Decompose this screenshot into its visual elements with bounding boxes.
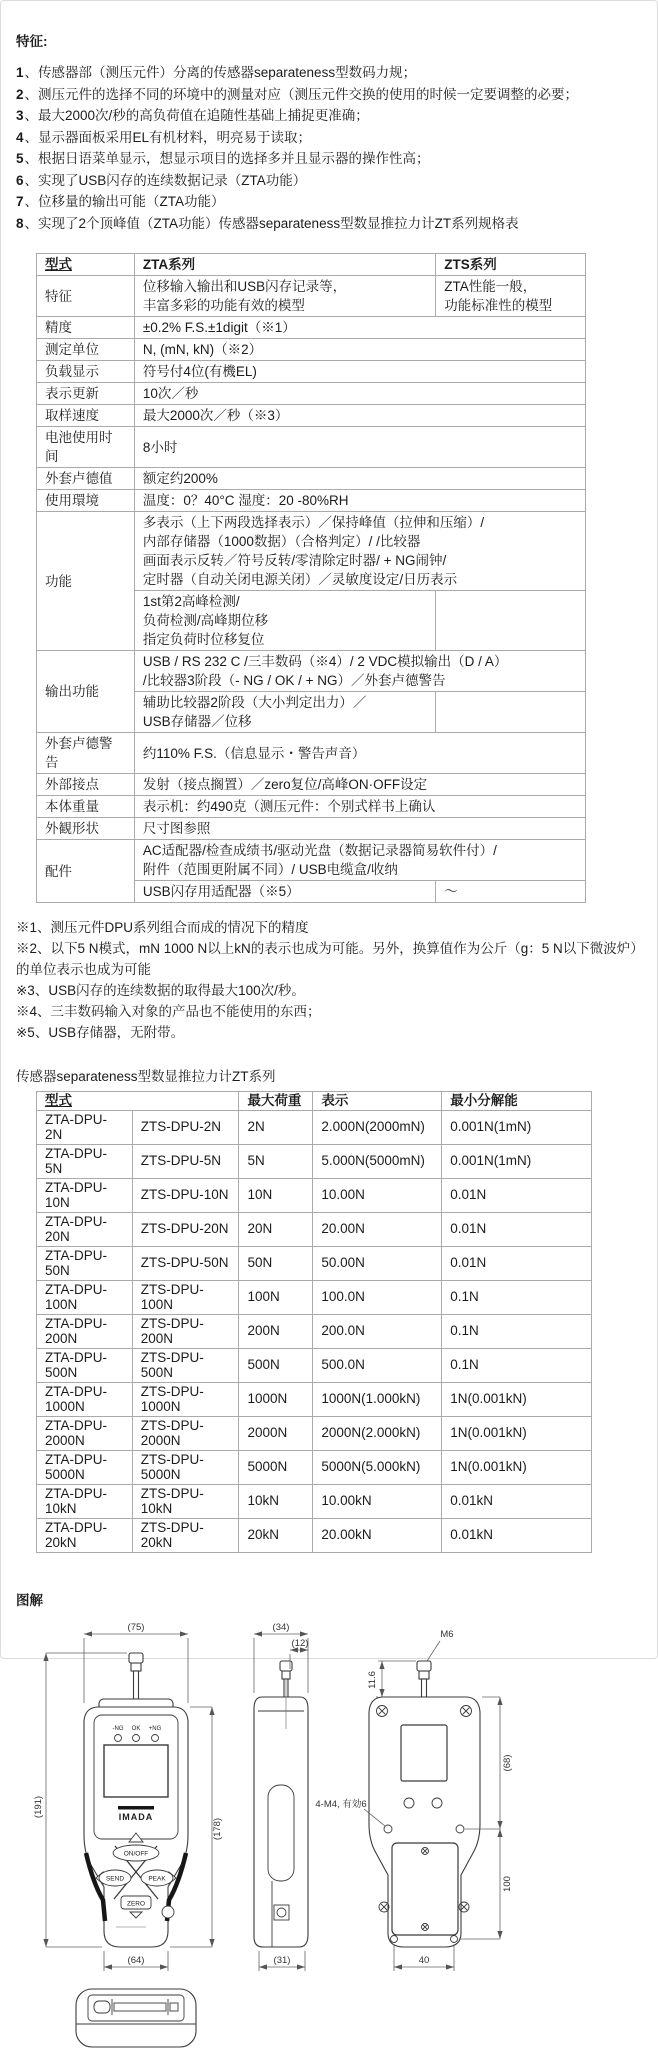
row-label: 外套卢德警告 [37,733,135,774]
features-list [16,62,645,234]
model-cell: ZTS-DPU-2000N [132,1416,239,1450]
row-value: 发射（接点搁置）／zero复位/高峰ON·OFF设定 [134,774,585,796]
model-cell: ZTS-DPU-10kN [132,1484,239,1518]
model-cell: ZTS-DPU-5N [132,1144,239,1178]
shaft-height-dim: 11.6 [367,1670,378,1689]
cell-line: 1st第2高峰检测/ [142,594,240,609]
models-col-display: 表示 [313,1092,442,1111]
model-cell: 1N(0.001kN) [442,1416,592,1450]
led-minus-ng-label: -NG [112,1725,124,1732]
model-cell: ZTS-DPU-200N [132,1314,239,1348]
model-cell: 0.001N(1mN) [442,1110,592,1144]
model-row [37,1484,592,1518]
model-cell: ZTS-DPU-100N [132,1280,239,1314]
output-common-cell [134,651,585,692]
model-row [37,1178,592,1212]
model-cell: 1000N [239,1382,313,1416]
spec-row-sampling [37,405,586,427]
model-cell: ZTA-DPU-10kN [37,1484,133,1518]
zero-button-label: ZERO [126,1900,146,1907]
row-value: 温度：0？40°C 湿度：20 -80%RH [134,490,585,512]
spec-row-accuracy [37,317,586,339]
row-label: 取样速度 [37,405,135,427]
model-row [37,1416,592,1450]
spec-row-shape [37,818,586,840]
row-label: 使用環境 [37,490,135,512]
accessories-common-cell [134,840,585,881]
row-label: 外部接点 [37,774,135,796]
model-cell: ZTS-DPU-10N [132,1178,239,1212]
features-heading: 特征: [16,34,48,49]
front-height-left-dim: (191) [33,1795,44,1818]
model-cell: ZTS-DPU-5000N [132,1450,239,1484]
feature-item: 5、根据日语菜单显示，想显示项目的选择多并且显示器的操作性高； [16,151,430,166]
spec-row-unit [37,339,586,361]
spec-row-environment [37,490,586,512]
dimension-diagram [16,1617,645,2049]
model-cell: ZTA-DPU-20N [37,1212,133,1246]
feature-item: 8、实现了2个顶峰值（ZTA功能）传感器separateness型数显推拉力计ZT系列规格表 [16,215,519,231]
model-cell: ZTA-DPU-500N [37,1348,133,1382]
row-value: 额定约200% [134,468,585,490]
row-value: 尺寸图参照 [134,818,585,840]
models-header-row [37,1092,592,1111]
model-cell: ZTA-DPU-5000N [37,1450,133,1484]
model-cell: 0.1N [442,1348,592,1382]
row-label: 电池使用时间 [37,427,135,468]
model-cell: 100N [239,1280,313,1314]
brand-logo: IMADA [118,1811,154,1822]
notes-list [16,917,645,1043]
model-cell: ZTS-DPU-2N [132,1110,239,1144]
cell-line: 画面表示反转／符号反转/零清除定时器/ + NG闹钟/ [142,553,447,568]
back-screws-dim: 40 [418,1954,430,1966]
back-lower-dim: 100 [502,1875,513,1892]
model-cell: 2000N [239,1416,313,1450]
row-label: 负载显示 [37,361,135,383]
model-cell: 0.01kN [442,1484,592,1518]
model-cell: ZTA-DPU-200N [37,1314,133,1348]
output-zts-cell [436,692,586,733]
spec-row-accessories [37,840,586,881]
model-cell: 50N [239,1246,313,1280]
model-row [37,1518,592,1552]
cell-line: /比较器3阶段（- NG / OK / + NG）／外套卢德警告 [142,673,446,688]
models-col-resolution: 最小分解能 [442,1092,592,1111]
cell-line: 指定负荷时位移复位 [142,632,265,647]
feature-item: 6、实现了USB闪存的连续数据记录（ZTA功能） [16,172,307,188]
spec-row-overload-warning [37,733,586,774]
model-cell: 0.1N [442,1314,592,1348]
spec-row-function [37,512,586,591]
row-label: 表示更新 [37,383,135,405]
spec-col-zta: ZTA系列 [134,254,435,276]
model-cell: ZTS-DPU-20kN [132,1518,239,1552]
footnote: ※3、USB闪存的连续数据的取得最大100次/秒。 [16,983,305,998]
led-plus-ng-label: +NG [148,1725,162,1732]
model-cell: 200N [239,1314,313,1348]
footnote: ※5、USB存储器，无附带。 [16,1025,185,1040]
cell-line: 功能标准性的模型 [444,298,553,313]
side-width-dim: (34) [272,1621,290,1633]
model-row [37,1280,592,1314]
feature-item: 4、显示器面板采用EL有机材料，明亮易于读取； [16,129,312,145]
front-bottom-dim: (64) [127,1954,145,1966]
models-table [36,1091,592,1553]
cell-line: 辅助比较器2阶段（大小判定出力）／ [142,695,367,710]
cell-line: 内部存储器（1000数据）（合格判定）/ /比较器 [142,534,421,549]
row-label: 配件 [37,840,135,903]
function-common-cell [134,512,585,591]
feature-item: 1、传感器部（测压元件）分离的传感器separateness型数码力规； [16,65,417,80]
output-zta-cell [134,692,435,733]
model-cell: 10kN [239,1484,313,1518]
model-cell: 10.00kN [313,1484,442,1518]
model-cell: ZTA-DPU-2000N [37,1416,133,1450]
model-cell: 10.00N [313,1178,442,1212]
models-tbody [37,1110,592,1552]
feature-zts-cell [436,276,586,317]
footnote: ※4、三丰数码输入对象的产品也不能使用的东西； [16,1004,321,1019]
model-cell: 200.0N [313,1314,442,1348]
model-cell: 5000N(5.000kN) [313,1450,442,1484]
power-button-label: ON/OFF [123,1850,149,1857]
led-ok-label: OK [131,1725,141,1732]
feature-item: 2、测压元件的选择不同的环境中的测量对应（测压元件交换的使用的时候一定要调整的必要； [16,86,579,102]
model-cell: 0.01N [442,1246,592,1280]
spec-row-output [37,651,586,692]
send-button-label: SEND [105,1875,125,1882]
accessories-zts-cell: 〜 [436,881,586,903]
models-col-max-load: 最大荷重 [239,1092,313,1111]
side-shaft-dim: (12) [291,1637,309,1649]
cell-line: 定时器（自动关闭电源关闭）／灵敏度设定/日历表示 [142,572,458,587]
technical-drawing [16,1617,636,2044]
spec-row-load-display [37,361,586,383]
row-value: 约110% F.S.（信息显示・警告声音） [134,733,585,774]
row-value: 符号付4位(有機EL) [134,361,585,383]
thread-label: M6 [440,1628,454,1640]
model-cell: 0.001N(1mN) [442,1144,592,1178]
footnote: ※2、以下5 N模式，mN 1000 N以上kN的表示也成为可能。另外，换算值作为公斤（g：5 N以下微波炉）的单位表示也成为可能 [16,941,644,977]
spec-table [36,253,586,903]
model-cell: 2N [239,1110,313,1144]
row-value: ±0.2% F.S.±1digit（※1） [134,317,585,339]
cell-line: 丰富多彩的功能有效的模型 [142,298,305,313]
model-cell: ZTA-DPU-100N [37,1280,133,1314]
model-row [37,1450,592,1484]
feature-item: 7、位移量的输出可能（ZTA功能） [16,194,225,209]
model-cell: 5N [239,1144,313,1178]
model-cell: 20kN [239,1518,313,1552]
model-cell: 100.0N [313,1280,442,1314]
spec-row-refresh [37,383,586,405]
accessories-zta-cell: USB闪存用适配器（※5） [134,881,435,903]
spec-header-row [37,254,586,276]
model-cell: ZTA-DPU-5N [37,1144,133,1178]
model-cell: ZTA-DPU-1000N [37,1382,133,1416]
series-title: 传感器separateness型数显推拉力计ZT系列 [16,1069,276,1084]
row-label: 测定单位 [37,339,135,361]
model-cell: 2.000N(2000mN) [313,1110,442,1144]
cell-line: 附件（范围更附属不同）/ USB电缆盒/收纳 [142,862,398,877]
diagram-heading: 图解 [16,1592,43,1608]
model-row [37,1212,592,1246]
model-cell: ZTS-DPU-20N [132,1212,239,1246]
model-cell: 0.01N [442,1178,592,1212]
spec-row-weight [37,796,586,818]
function-zts-cell [436,591,586,651]
row-value: 表示机：约490克（测压元件：个别式样书上确认 [134,796,585,818]
model-cell: 1000N(1.000kN) [313,1382,442,1416]
model-row [37,1246,592,1280]
model-row [37,1348,592,1382]
model-cell: ZTA-DPU-10N [37,1178,133,1212]
footnote: ※1、测压元件DPU系列组合而成的情况下的精度 [16,920,309,935]
back-upper-dim: (68) [502,1754,513,1771]
model-cell: ZTA-DPU-20kN [37,1518,133,1552]
cell-line: 多表示（上下两段选择表示）／保持峰值（拉伸和压缩）/ [142,515,485,530]
model-cell: ZTS-DPU-1000N [132,1382,239,1416]
model-row [37,1144,592,1178]
spec-row-overload-value [37,468,586,490]
model-cell: 2000N(2.000kN) [313,1416,442,1450]
model-row [37,1382,592,1416]
model-cell: 0.1N [442,1280,592,1314]
row-label: 特征 [37,276,135,317]
row-value: 8小时 [134,427,585,468]
model-cell: ZTS-DPU-500N [132,1348,239,1382]
row-label: 精度 [37,317,135,339]
row-label: 外観形状 [37,818,135,840]
cell-line: USB / RS 232 C /三丰数码（※4）/ 2 VDC模拟输出（D / A） [142,654,508,669]
row-label: 外套卢德值 [37,468,135,490]
cell-line: 位移输入输出和USB闪存记录等， [142,279,347,294]
side-bottom-dim: (31) [273,1954,291,1966]
function-zta-cell [134,591,435,651]
row-value: 最大2000次／秒（※3） [134,405,585,427]
feature-item: 3、最大2000次/秒的高负荷值在追随性基础上捕捉更准确； [16,108,369,123]
model-cell: 0.01N [442,1212,592,1246]
feature-zta-cell [134,276,435,317]
cell-line: AC适配器/检查成绩书/驱动光盘（数据记录器简易软件付）/ [142,843,497,858]
cell-line: ZTA性能一般， [444,279,537,294]
model-cell: 20.00kN [313,1518,442,1552]
front-width-dim: (75) [127,1621,145,1633]
model-cell: 5000N [239,1450,313,1484]
model-cell: 1N(0.001kN) [442,1382,592,1416]
model-cell: ZTS-DPU-50N [132,1246,239,1280]
spec-col-model: 型式 [37,254,135,276]
spec-row-battery [37,427,586,468]
row-label: 功能 [37,512,135,651]
row-value: 10次／秒 [134,383,585,405]
row-label: 本体重量 [37,796,135,818]
peak-button-label: PEAK [148,1875,166,1882]
row-value: N, (mN, kN)（※2） [134,339,585,361]
model-row [37,1110,592,1144]
spec-row-external-contact [37,774,586,796]
model-cell: 20.00N [313,1212,442,1246]
model-row [37,1314,592,1348]
model-cell: 500.0N [313,1348,442,1382]
model-cell: 50.00N [313,1246,442,1280]
model-cell: 20N [239,1212,313,1246]
model-cell: 5.000N(5000mN) [313,1144,442,1178]
model-cell: 10N [239,1178,313,1212]
row-label: 输出功能 [37,651,135,733]
model-cell: ZTA-DPU-2N [37,1110,133,1144]
cell-line: 负荷检测/高峰期位移 [142,613,269,628]
models-col-model: 型式 [37,1092,239,1111]
model-cell: 1N(0.001kN) [442,1450,592,1484]
cell-line: USB存储器／位移 [142,714,252,729]
model-cell: 0.01kN [442,1518,592,1552]
model-cell: ZTA-DPU-50N [37,1246,133,1280]
screw-note-label: 4-M4, 有効6 [315,1798,367,1810]
spec-row-feature [37,276,586,317]
front-height-right-dim: (178) [212,1817,223,1840]
model-cell: 500N [239,1348,313,1382]
spec-col-zts: ZTS系列 [436,254,586,276]
